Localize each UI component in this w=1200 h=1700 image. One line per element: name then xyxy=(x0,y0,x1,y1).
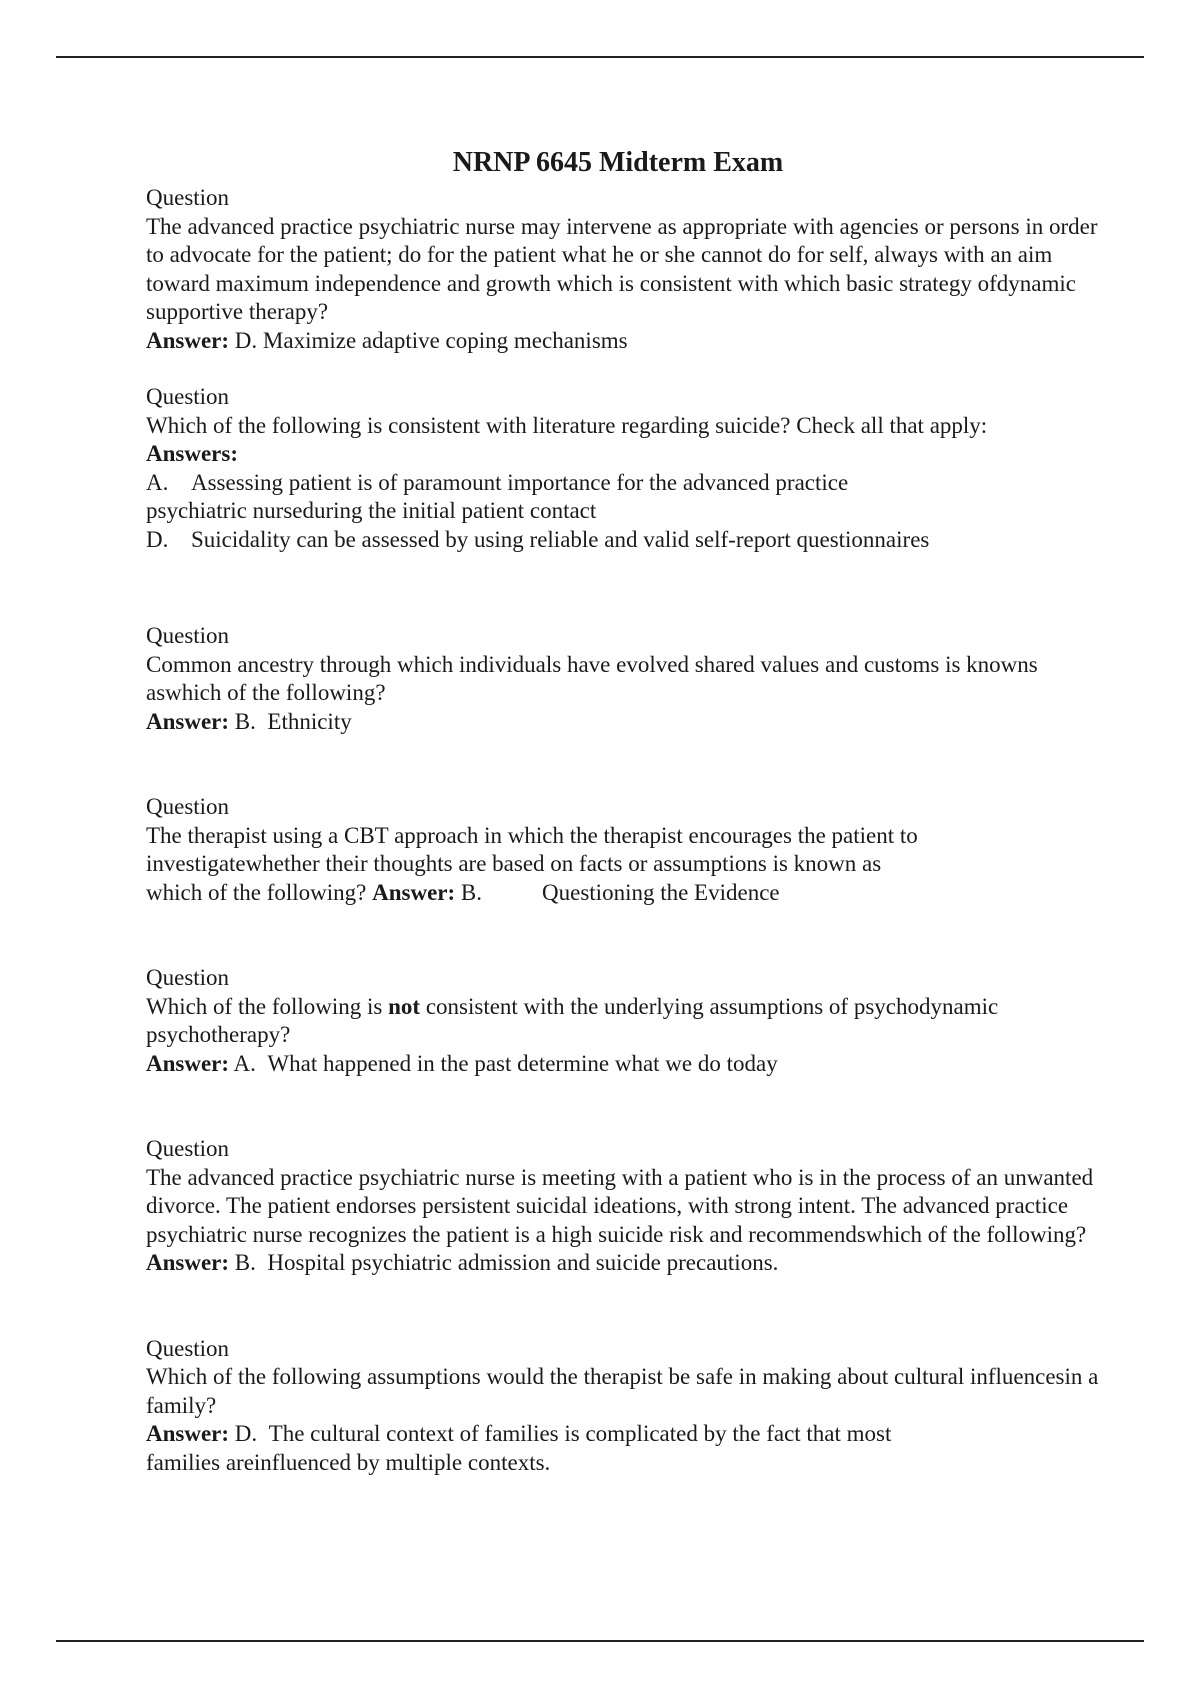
question-text: The advanced practice psychiatric nurse may intervene as appropriate with agencies or persons in order to advocate for the patient; do for the patient what he or she cannot do for self, always with an aim toward maximum independence and growth which is consistent with which basic strategy ofdynamic supportive therapy? xyxy=(146,213,1098,324)
document-title: NRNP 6645 Midterm Exam xyxy=(452,147,784,178)
question-block-6 xyxy=(146,1135,1106,1278)
answer-label: Answer: xyxy=(146,1250,230,1275)
option-text: Assessing patient is of paramount importance for the advanced practice xyxy=(191,469,849,495)
question-text-with-answer xyxy=(146,879,1106,908)
question-label: Question xyxy=(146,185,230,210)
answer-line xyxy=(146,1050,1106,1079)
question-text: Which of the following is consistent with literature regarding suicide? Check all that apply: xyxy=(146,412,988,438)
answer-line xyxy=(146,708,1106,737)
question-block-5 xyxy=(146,964,1106,1078)
question-text: The advanced practice psychiatric nurse is meeting with a patient who is in the process of an unwanted divorce. The patient endorses persistent suicidal ideations, with strong intent. The advanced practice psychiatric nurse recognizes the patient is a high suicide risk and recommendswhich of the following? xyxy=(146,1164,1094,1247)
answer-line xyxy=(146,327,1106,356)
answer-label: Answer: xyxy=(146,1050,230,1076)
answer-text: What happened in the past determine what we do today xyxy=(267,1050,778,1076)
answer-line xyxy=(146,1420,1106,1449)
question-label: Question xyxy=(146,1136,230,1161)
answer-option xyxy=(146,526,1106,555)
answer-label: Answer: xyxy=(146,708,230,734)
answer-letter: D. xyxy=(234,1421,258,1446)
footer-rule xyxy=(56,1640,1144,1642)
answer-letter: B. xyxy=(460,879,483,905)
question-label: Question xyxy=(146,623,230,648)
answer-letter: A. xyxy=(233,1050,256,1076)
question-text: Which of the following assumptions would the therapist be safe in making about cultural influencesin a family? xyxy=(146,1364,1099,1418)
answer-text: Ethnicity xyxy=(267,708,352,734)
answer-label: Answer: xyxy=(146,327,230,353)
option-letter: A. xyxy=(146,469,169,495)
answer-letter: B. xyxy=(234,1250,256,1275)
answer-text: Questioning the Evidence xyxy=(542,879,780,905)
answers-label: Answers: xyxy=(146,441,238,466)
header-rule xyxy=(56,56,1144,58)
answer-line xyxy=(146,1249,1106,1278)
answer-option-continuation: psychiatric nurseduring the initial patient contact xyxy=(146,498,597,523)
answer-text: D. Maximize adaptive coping mechanisms xyxy=(234,327,628,353)
question-block-2 xyxy=(146,383,1106,554)
question-label: Question xyxy=(146,1335,230,1361)
document-body xyxy=(146,184,1106,1477)
emphasis-not: not xyxy=(388,993,421,1019)
answer-option xyxy=(146,469,1106,498)
question-block-4 xyxy=(146,793,1106,907)
question-text: Which of the following is not consistent with the underlying assumptions of psychodynamic psychotherapy? xyxy=(146,993,999,1047)
question-text-line: which of the following? xyxy=(146,879,367,905)
answer-text: The cultural context of families is complicated by the fact that most xyxy=(268,1421,892,1446)
answer-text: Hospital psychiatric admission and suicide precautions. xyxy=(267,1250,779,1275)
question-label: Question xyxy=(146,794,230,819)
question-label: Question xyxy=(146,965,230,990)
option-letter: D. xyxy=(146,526,169,552)
question-text: Common ancestry through which individuals have evolved shared values and customs is knowns aswhich of the following? xyxy=(146,651,1038,705)
question-block-1 xyxy=(146,184,1106,355)
answer-label: Answer: xyxy=(372,879,456,905)
answer-letter: B. xyxy=(234,708,256,734)
answer-continuation: families areinfluenced by multiple contexts. xyxy=(146,1449,551,1475)
question-label: Question xyxy=(146,384,230,409)
answer-label: Answer: xyxy=(146,1421,230,1446)
question-text-line: The therapist using a CBT approach in which the therapist encourages the patient to xyxy=(146,822,918,848)
question-text-line: investigatewhether their thoughts are based on facts or assumptions is known as xyxy=(146,851,882,876)
option-text: Suicidality can be assessed by using reliable and valid self-report questionnaires xyxy=(191,526,930,552)
question-block-3 xyxy=(146,622,1106,736)
question-block-7 xyxy=(146,1335,1106,1478)
